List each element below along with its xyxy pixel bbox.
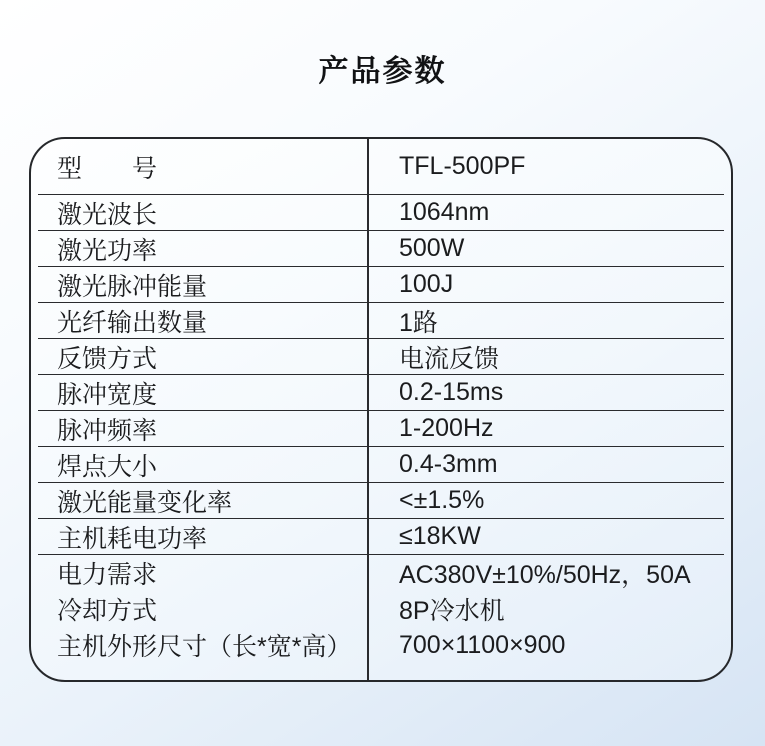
table-row	[38, 195, 724, 231]
table-row	[38, 555, 724, 591]
spec-value: 500W	[399, 234, 465, 262]
spec-label: 激光脉冲能量	[57, 272, 208, 301]
table-row	[38, 411, 724, 447]
table-row	[38, 267, 724, 303]
table-row	[38, 447, 724, 483]
spec-label: 光纤输出数量	[57, 308, 208, 337]
spec-value: 1-200Hz	[399, 414, 494, 442]
spec-label: 焊点大小	[57, 452, 158, 481]
spec-value: 8P冷水机	[399, 597, 505, 625]
spec-label: 型 号	[57, 154, 158, 183]
table-row	[38, 483, 724, 519]
spec-value: 700×1100×900	[399, 630, 566, 659]
spec-label: 反馈方式	[57, 344, 158, 373]
table-row	[38, 591, 724, 627]
spec-value: <±1.5%	[399, 486, 485, 514]
spec-value: ≤18KW	[399, 522, 481, 550]
table-row	[38, 139, 724, 195]
spec-label: 主机耗电功率	[57, 524, 208, 553]
spec-value: TFL-500PF	[399, 152, 526, 180]
spec-value: 电流反馈	[399, 344, 500, 373]
table-row	[38, 519, 724, 555]
spec-label: 脉冲频率	[57, 416, 158, 445]
table-row	[38, 375, 724, 411]
spec-label: 电力需求	[57, 561, 158, 589]
spec-label: 冷却方式	[57, 597, 158, 625]
table-row	[38, 303, 724, 339]
table-row	[38, 231, 724, 267]
page-title: 产品参数	[318, 55, 447, 88]
spec-rows	[31, 139, 731, 680]
spec-label: 激光功率	[57, 236, 158, 265]
spec-label: 激光波长	[57, 200, 158, 229]
spec-value: 0.4-3mm	[399, 450, 498, 478]
table-row	[38, 339, 724, 375]
spec-value: 1064nm	[399, 198, 490, 226]
spec-label: 主机外形尺寸（长*宽*高）	[57, 633, 352, 661]
spec-label: 脉冲宽度	[57, 380, 158, 409]
spec-value: 1路	[399, 308, 438, 337]
spec-value: 100J	[399, 270, 454, 298]
table-row	[38, 627, 724, 663]
spec-table	[29, 137, 733, 682]
spec-value: 0.2-15ms	[399, 378, 504, 406]
spec-label: 激光能量变化率	[57, 488, 233, 517]
spec-value: AC380V±10%/50Hz，50A	[399, 561, 691, 589]
